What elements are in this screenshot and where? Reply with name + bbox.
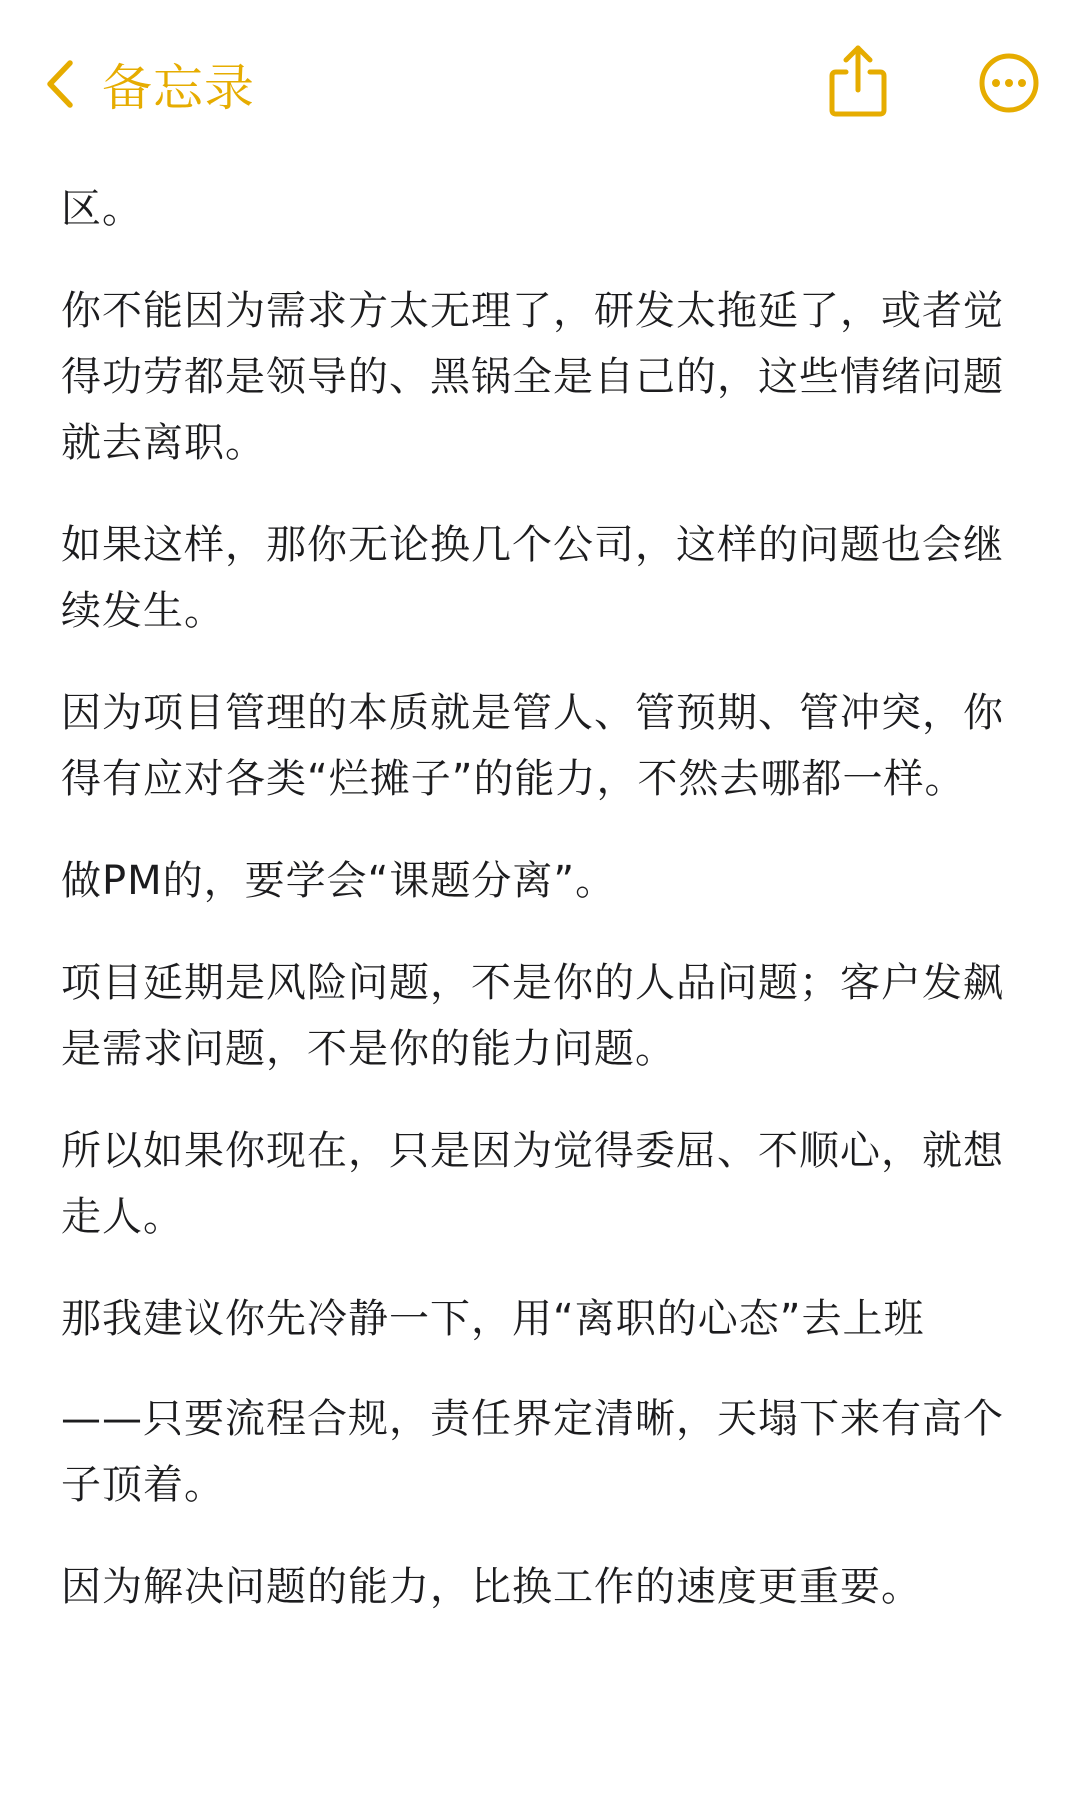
- navigation-bar: [0, 0, 1080, 170]
- chevron-left-icon: [40, 56, 80, 112]
- note-paragraph: 你不能因为需求方太无理了，研发太拖延了，或者觉得功劳都是领导的、黑锅全是自己的，这些情绪问题就去离职。: [61, 288, 1004, 466]
- note-paragraph: 如果这样，那你无论换几个公司，这样的问题也会继续发生。: [61, 522, 1004, 634]
- back-label: 备忘录: [102, 59, 255, 117]
- more-button[interactable]: [978, 52, 1040, 114]
- note-body[interactable]: [61, 176, 1033, 1656]
- note-paragraph: 所以如果你现在，只是因为觉得委屈、不顺心，就想走人。: [61, 1128, 1004, 1240]
- note-paragraph: 那我建议你先冷静一下，用“离职的心态”去上班: [61, 1296, 925, 1342]
- note-paragraph: 项目延期是风险问题，不是你的人品问题；客户发飙是需求问题，不是你的能力问题。: [61, 960, 1004, 1072]
- share-button[interactable]: [826, 42, 890, 118]
- ellipsis-circle-icon: [978, 99, 1040, 118]
- note-paragraph: 因为解决问题的能力，比换工作的速度更重要。: [61, 1564, 922, 1610]
- share-icon: [826, 103, 890, 122]
- note-paragraph: 做PM的，要学会“课题分离”。: [61, 858, 617, 904]
- back-button[interactable]: [40, 48, 255, 120]
- note-paragraph: 因为项目管理的本质就是管人、管预期、管冲突，你得有应对各类“烂摊子”的能力，不然去哪都一样。: [61, 690, 1004, 802]
- note-paragraph: 区。: [61, 186, 143, 232]
- note-paragraph: ——只要流程合规，责任界定清晰，天塌下来有高个子顶着。: [61, 1396, 1004, 1508]
